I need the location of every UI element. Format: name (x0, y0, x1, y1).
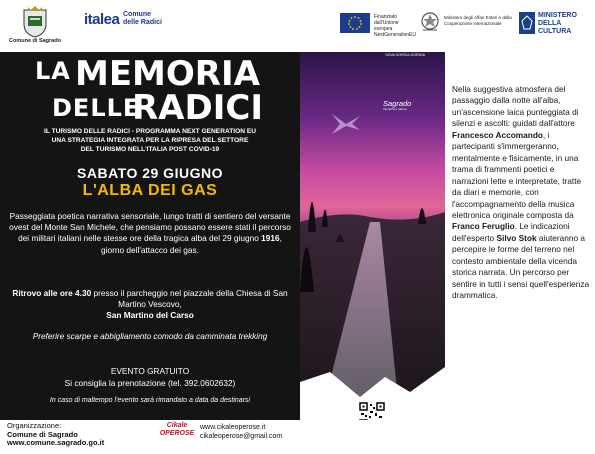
expert-name: Silvo Stok (496, 232, 537, 243)
mincult-label: MINISTERO DELLA CULTURA (538, 12, 577, 35)
musician-name: Franco Feruglio (452, 221, 515, 232)
meeting-place: San Martino del Carso (106, 310, 194, 320)
description-text: Passeggiata poetica narrativa sensoriale, lungo tratti di sentiero del versante ovest del Monte San Michele, che pensiamo possano essere stati il percorso dei militari italiani nelle stesse ore della tragica alba del 29 giugno (9, 211, 291, 244)
sagrado-photo-logo: Sagrado (383, 99, 412, 108)
program-subtitle (10, 127, 290, 154)
title-memoria: MEMORIA (75, 54, 260, 94)
narrative-text: . Le indicazioni dell'esperto (452, 221, 570, 243)
italian-republic-emblem-icon (420, 11, 440, 33)
actor-name: Francesco Accomando (452, 129, 543, 140)
subtitle-line: IL TURISMO DELLE RADICI - PROGRAMMA NEXT GENERATION EU (44, 128, 256, 135)
event-info-panel (0, 52, 300, 420)
mincult-emblem-icon (519, 12, 535, 34)
description-year: 1916 (261, 233, 280, 244)
subtitle-line: DEL TURISMO NELL'ITALIA POST COVID-19 (80, 146, 220, 153)
title-la: LA (35, 57, 71, 85)
organizer-name: Comune di Sagrado (7, 429, 78, 439)
meeting-info (6, 288, 294, 321)
go2025-sublabel: NOVA GORICA-GORIZIA (385, 53, 425, 57)
event-date: SABATO 29 GIUGNO (77, 165, 223, 181)
meeting-location: presso il parcheggio nel piazzale della Chiesa di San Martino Vescovo, (91, 288, 288, 309)
title-delle: DELLE (52, 94, 141, 122)
narrative-text: aiuteranno a percepire le forme del terreno nel contesto ambientale della vicenda storica narrata. Un percorso per sentire in tutti i sensi quell'esperienza drammatica. (452, 232, 590, 301)
organizer-label: Organizzazione: (7, 421, 62, 430)
dawn-path-photo (300, 44, 445, 420)
cikale-contacts (200, 423, 282, 441)
eu-flag-icon (340, 13, 370, 33)
italea-subtitle: Comune delle Radici (123, 11, 162, 26)
weather-notice: In caso di maltempo l'evento sarà rimandato a data da destinarsi (49, 397, 251, 404)
clothing-tip: Preferire scarpe e abbigliamento comodo da camminata trekking (32, 332, 268, 341)
maeci-label: Ministero degli Affari Esteri e della Cooperazione Internazionale (444, 15, 512, 26)
event-title: L'ALBA DEI GAS (82, 182, 218, 199)
comune-crest-icon (18, 4, 52, 38)
booking-info: Si consiglia la prenotazione (tel. 392.0602632) (64, 378, 236, 388)
subtitle-line: UNA STRATEGIA INTEGRATA PER LA RIPRESA DEL SETTORE (51, 137, 249, 144)
logo-banner (0, 0, 595, 52)
footer (0, 420, 595, 454)
organizer-url[interactable]: www.comune.sagrado.go.it (7, 438, 105, 447)
italea-logo: italea (84, 11, 120, 28)
narrative-text: Nella suggestiva atmosfera del passaggio dalla notte all'alba, un'ascensione laica punteggiata di silenzi e ascolti: guidati dall'attore (452, 84, 579, 129)
description-text-end: , giorno dell'attacco dei gas. (101, 233, 282, 255)
free-event-label: EVENTO GRATUITO (110, 366, 190, 376)
organizer-info (7, 422, 104, 448)
meeting-time: Ritrovo alle ore 4.30 (12, 288, 92, 298)
go2025-logo: GO! 2025 (394, 44, 425, 51)
sagrado-photo-sublabel: tra storia e natura (383, 107, 407, 111)
narrative-text: , i partecipanti s'immergeranno, mentalmente e fisicamente, in una trama di frammenti poetici e narrazioni lette e interpretate, tratte da diari e memorie, con l'accompagnamento della musica elettronica originale composta da (452, 129, 582, 220)
eu-funding-label: Finanziato dall'Unione europea NextGenerationEU (374, 14, 416, 38)
title-radici: RADICI (132, 88, 263, 128)
comune-logo-label: Comune di Sagrado (9, 38, 61, 44)
cikale-operose-logo: Cikale OPEROSE (159, 422, 195, 437)
event-narrative (452, 84, 590, 302)
cikale-url[interactable]: www.cikaleoperose.it (200, 424, 266, 431)
event-description (6, 211, 294, 256)
cikale-email[interactable]: cikaleoperose@gmail.com (200, 433, 283, 440)
